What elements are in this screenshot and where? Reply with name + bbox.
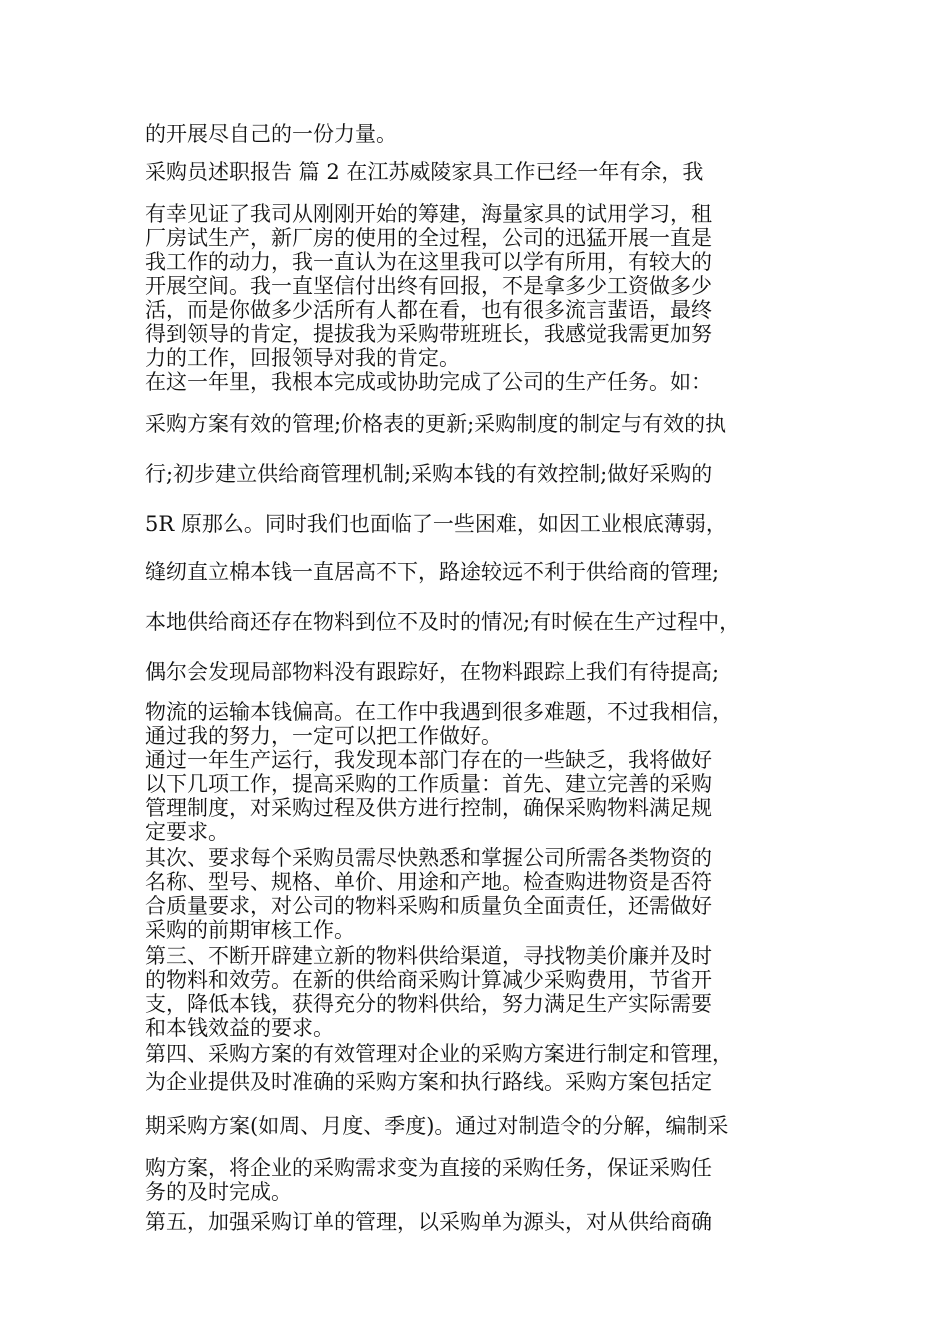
text-line: 通过我的努力，一定可以把工作做好。	[145, 724, 502, 748]
text-line: 活，而是你做多少活所有人都在看，也有很多流言蜚语，最终	[145, 298, 712, 322]
text-line: 期采购方案(如周、月度、季度)。通过对制造令的分解，编制采	[145, 1114, 729, 1138]
text-line: 物流的运输本钱偏高。在工作中我遇到很多难题，不过我相信，	[145, 700, 733, 724]
text-line: 厂房试生产，新厂房的使用的全过程，公司的迅猛开展一直是	[145, 226, 712, 250]
text-line: 和本钱效益的要求。	[145, 1016, 334, 1040]
text-line: 的开展尽自己的一份力量。	[145, 122, 397, 146]
text-line: 5R 原那么。同时我们也面临了一些困难，如因工业根底薄弱，	[145, 512, 727, 536]
text-line: 支，降低本钱，获得充分的物料供给，努力满足生产实际需要	[145, 992, 712, 1016]
text-line: 采购的前期审核工作。	[145, 918, 355, 942]
text-line: 通过一年生产运行，我发现本部门存在的一些缺乏，我将做好	[145, 748, 712, 772]
text-line: 第五，加强采购订单的管理，以采购单为源头，对从供给商确	[145, 1210, 712, 1234]
text-line: 我工作的动力，我一直认为在这里我可以学有所用，有较大的	[145, 250, 712, 274]
text-line: 的物料和效劳。在新的供给商采购计算减少采购费用，节省开	[145, 968, 712, 992]
text-line: 采购员述职报告 篇 2 在江苏威陵家具工作已经一年有余，我	[145, 160, 704, 184]
text-line: 第四、采购方案的有效管理对企业的采购方案进行制定和管理，	[145, 1042, 733, 1066]
text-line: 为企业提供及时准确的采购方案和执行路线。采购方案包括定	[145, 1070, 712, 1094]
text-line: 有幸见证了我司从刚刚开始的筹建，海量家具的试用学习，租	[145, 202, 712, 226]
text-line: 采购方案有效的管理;价格表的更新;采购制度的制定与有效的执	[145, 412, 727, 436]
text-line: 合质量要求，对公司的物料采购和质量负全面责任，还需做好	[145, 894, 712, 918]
text-line: 缝纫直立棉本钱一直居高不下，路途较远不利于供给商的管理;	[145, 560, 720, 584]
text-line: 第三、不断开辟建立新的物料供给渠道，寻找物美价廉并及时	[145, 944, 712, 968]
text-line: 其次、要求每个采购员需尽快熟悉和掌握公司所需各类物资的	[145, 846, 712, 870]
text-line: 管理制度，对采购过程及供方进行控制，确保采购物料满足规	[145, 796, 712, 820]
text-line: 定要求。	[145, 820, 229, 844]
text-line: 偶尔会发现局部物料没有跟踪好，在物料跟踪上我们有待提高;	[145, 660, 720, 684]
text-line: 本地供给商还存在物料到位不及时的情况;有时候在生产过程中，	[145, 610, 741, 634]
text-line: 以下几项工作，提高采购的工作质量：首先、建立完善的采购	[145, 772, 712, 796]
text-line: 力的工作，回报领导对我的肯定。	[145, 346, 460, 370]
text-line: 开展空间。我一直坚信付出终有回报，不是拿多少工资做多少	[145, 274, 712, 298]
text-line: 在这一年里，我根本完成或协助完成了公司的生产任务。如：	[145, 370, 712, 394]
text-line: 购方案，将企业的采购需求变为直接的采购任务，保证采购任	[145, 1156, 712, 1180]
text-line: 行;初步建立供给商管理机制;采购本钱的有效控制;做好采购的	[145, 462, 713, 486]
text-line: 得到领导的肯定，提拔我为采购带班班长，我感觉我需更加努	[145, 322, 712, 346]
text-line: 务的及时完成。	[145, 1180, 292, 1204]
text-line: 名称、型号、规格、单价、用途和产地。检查购进物资是否符	[145, 870, 712, 894]
